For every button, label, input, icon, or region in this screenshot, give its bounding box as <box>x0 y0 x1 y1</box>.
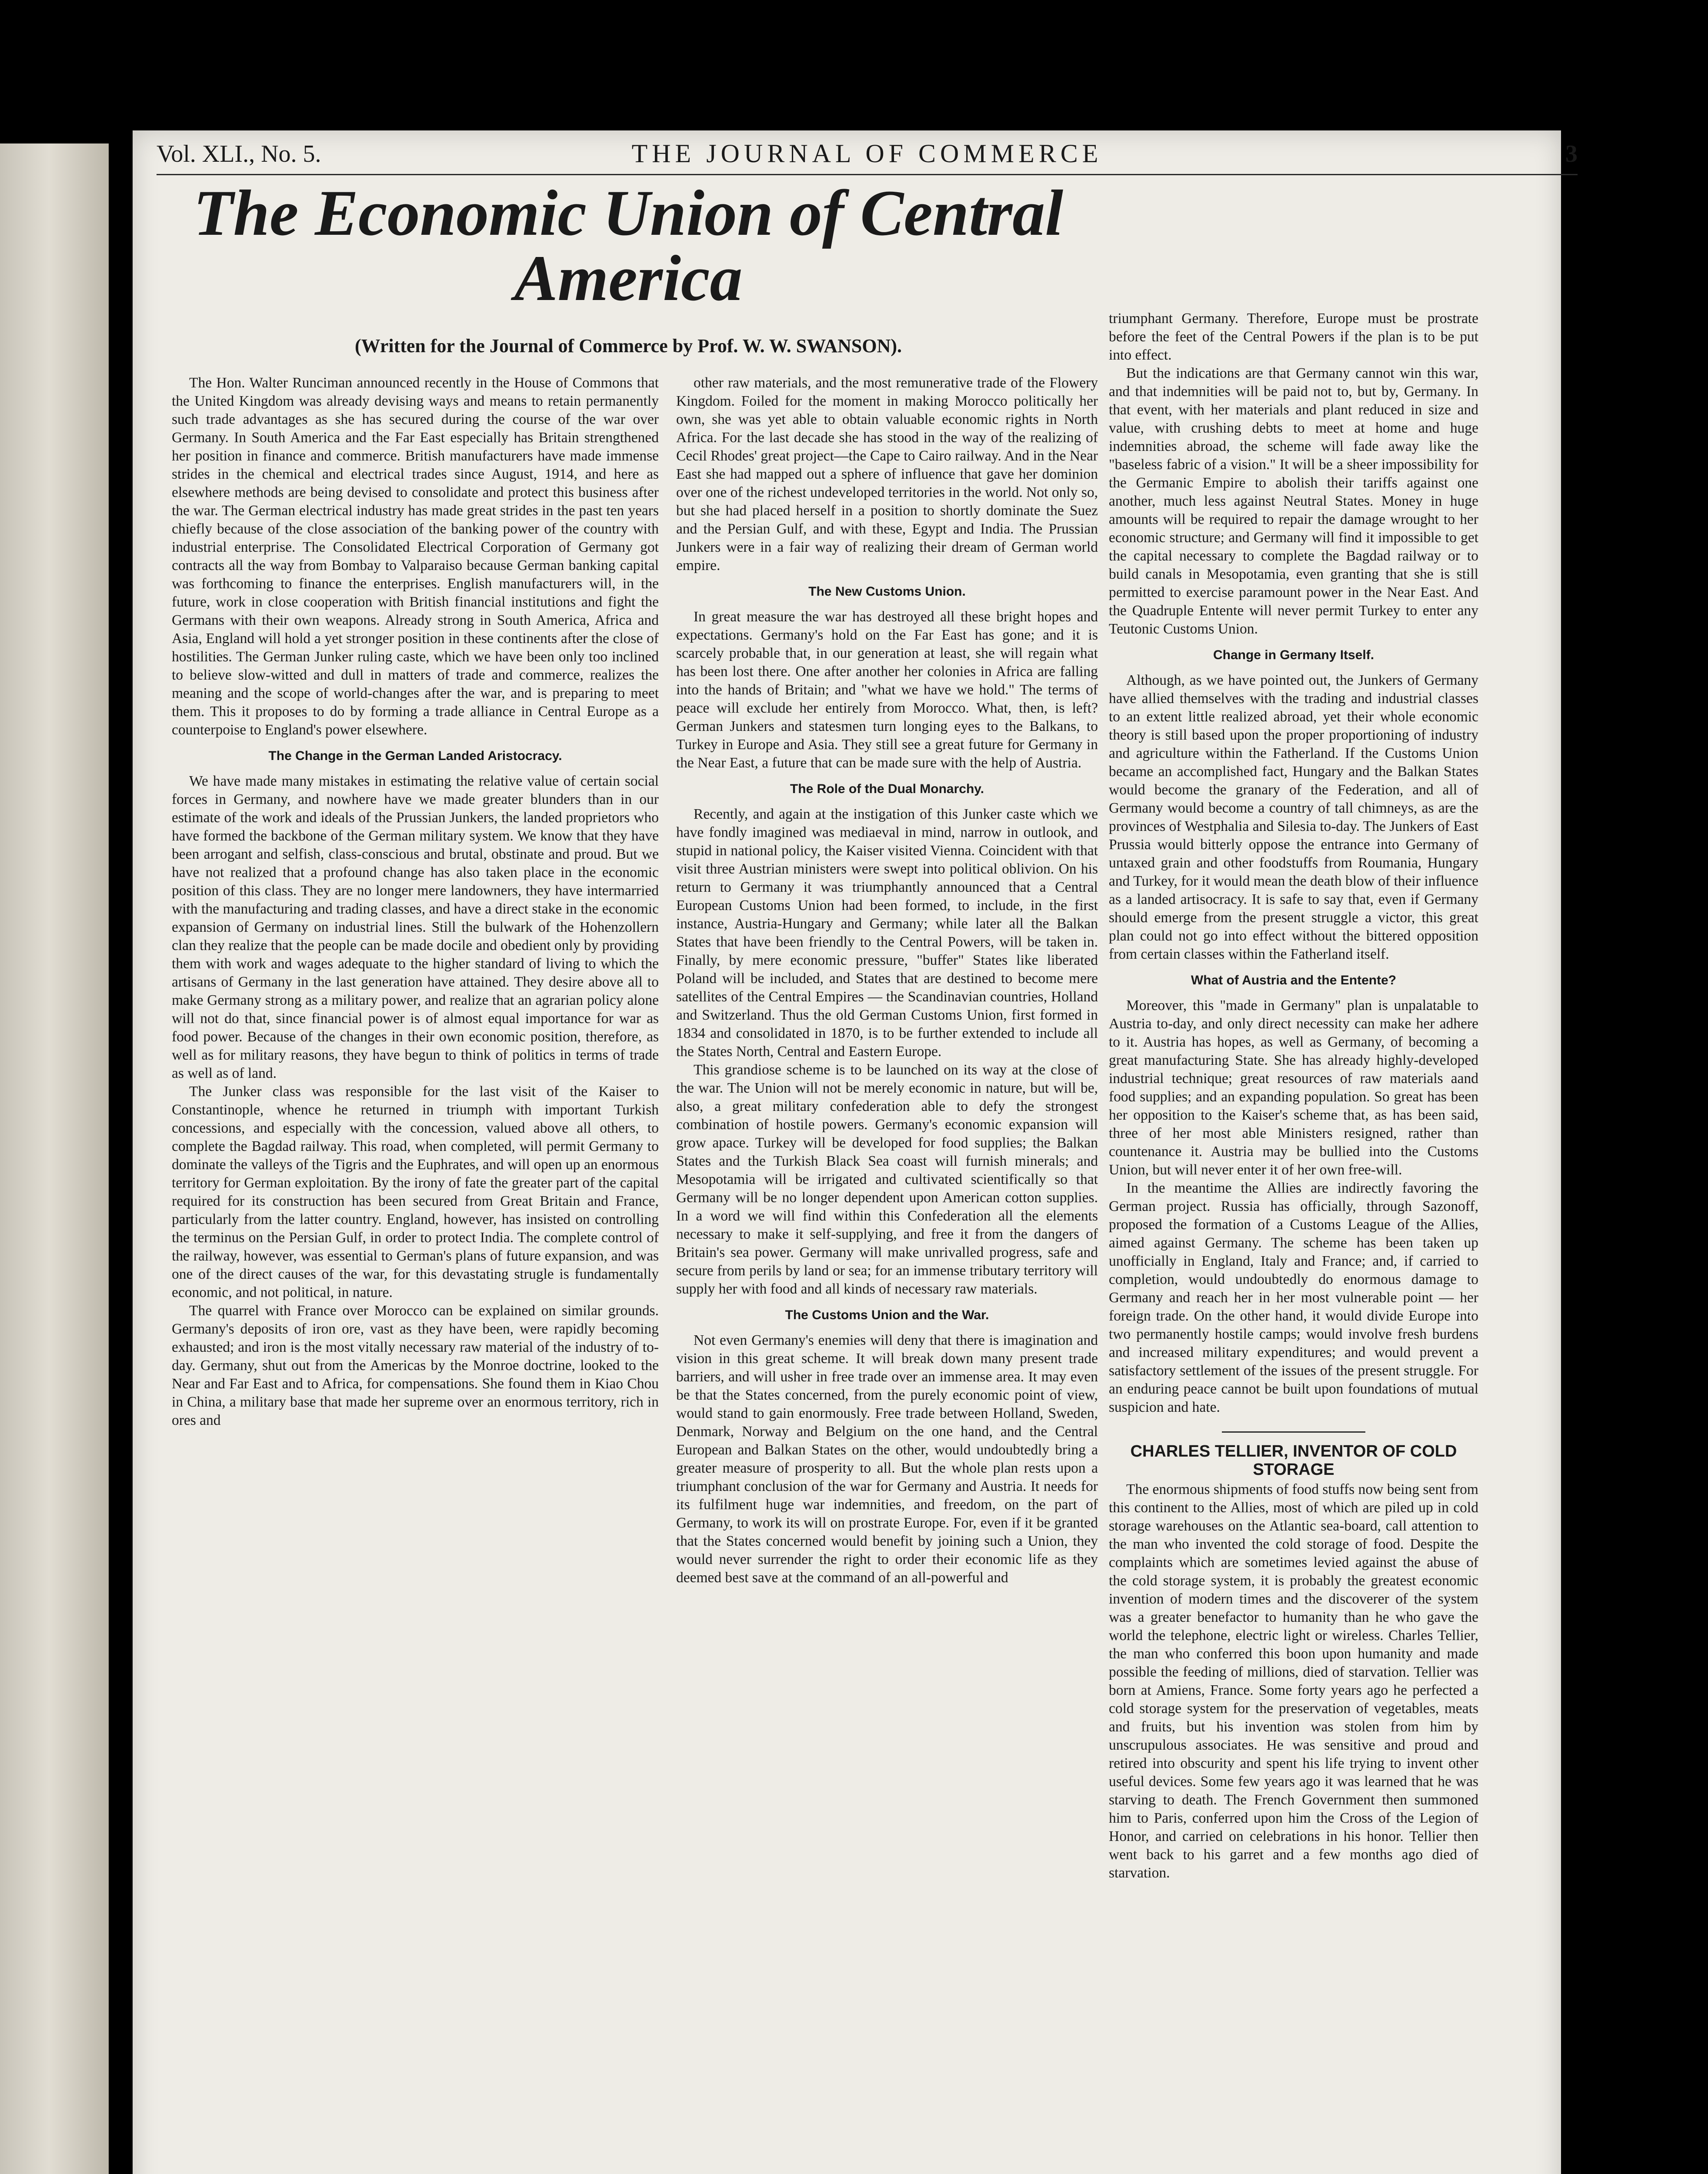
section-heading: The New Customs Union. <box>808 584 966 599</box>
paragraph: other raw materials, and the most remunerative trade of the Flowery Kingdom. Foiled for the moment in making Morocco politically her own, she was yet able to obtain valuable economic rights in North Africa. For the last decade she has stood in the way of the realizing of Cecil Rhodes' great project—the Cape to Cairo railway. And in the Near East she had mapped out a sphere of influence that gave her dominion over one of the richest undeveloped territories in the world. Not only so, but she had placed herself in a position to shortly dominate the Suez and the Persian Gulf, and with these, Egypt and India. The Prussian Junkers were in a fair way of realizing their dream of German world empire. <box>676 375 1098 574</box>
paragraph: Recently, and again at the instigation of this Junker caste which we have fondly imagined was mediaeval in mind, narrow in outlook, and stupid in national policy, the Kaiser visited Vienna. Coincident with that visit three Austrian ministers were swept into political oblivion. On his return to Germany it was triumphantly announced that a Central European Customs Union had been formed, to include, in the first instance, Austria-Hungary and Germany; while later all the Balkan States that have been friendly to the Central Powers, will be taken in. Finally, by mere economic pressure, "buffer" States like liberated Poland will be included, and States that are destined to become mere satellites of the Central Empires — the Scandinavian countries, Holland and Switzerland. Thus the old German Customs Union, first formed in 1834 and consolidated in 1870, is to be further extended to include all the States North, Central and Eastern Europe. <box>676 806 1098 1060</box>
article-column-1 <box>172 374 659 1430</box>
paragraph: The quarrel with France over Morocco can be explained on similar grounds. Germany's deposits of iron ore, vast as they have been, were rapidly becoming exhausted; and iron is the most vitally necessary raw material of the industry of to-day. Germany, shut out from the Americas by the Monroe doctrine, looked to the Near and Far East and to Africa, for compensations. She found them in Kiao Chou in China, a military base that made her supreme over an enormous territory, rich in ores and <box>172 1303 659 1428</box>
paragraph: Not even Germany's enemies will deny that there is imagination and vision in this great scheme. It will break down many present trade barriers, and will usher in free trade over an immense area. It may even be that the States concerned, from the purely economic point of view, would stand to gain enormously. Free trade between Holland, Sweden, Denmark, Norway and Belgium on the one hand, and the Central European and Balkan States on the other, would undoubtedly bring a greater measure of prosperity to all. But the whole plan rests upon a triumphant conclusion of the war for Germany and Austria. It needs for its fulfilment huge war indemnities, and freedom, on the part of Germany, to work its will on prostrate Europe. For, even if it be granted that the States concerned would benefit by joining such a Union, they would never surrender the right to order their economic life as they deemed best save at the command of an all-powerful and <box>676 1332 1098 1586</box>
tellier-body <box>1109 1480 1478 1882</box>
tellier-headline: CHARLES TELLIER, INVENTOR OF COLD STORAGE <box>1130 1442 1457 1479</box>
article-column-3-body <box>1109 310 1478 1417</box>
paragraph: The Junker class was responsible for the last visit of the Kaiser to Constantinople, whence he returned in triumph with important Turkish concessions, and especially with the concession, valued above all others, to complete the Bagdad railway. This road, when completed, will permit Germany to dominate the valleys of the Tigris and the Euphrates, and will open up an enormous territory for German exploitation. By the irony of fate the greater part of the capital required for its construction has been secured from Great Britain and France, particularly from the latter country. England, however, has insisted on controlling the terminus on the Persian Gulf, in order to protect India. The complete control of the railway, however, was essential to German's plans of future expansion, and was one of the direct causes of the war, for this devastating strugle is fundamentally economic, and not political, in nature. <box>172 1084 659 1300</box>
paragraph: In great measure the war has destroyed all these bright hopes and expectations. Germany's hold on the Far East has gone; and it is scarcely probable that, in our generation at least, she will regain what has been lost there. One after another her colonies in Africa are falling into the hands of Britain; and "what we have we hold." The terms of peace will exclude her entirely from Morocco. What, then, is left? German Junkers and statesmen turn longing eyes to the Balkans, to Turkey in Europe and Asia. They still see a great future for Germany in the Near East, a future that can be made sure with the help of Austria. <box>676 609 1098 771</box>
section-heading: Change in Germany Itself. <box>1213 648 1374 662</box>
paragraph: The Hon. Walter Runciman announced recently in the House of Commons that the United Kingdom was already devising ways and means to retain permanently such trade advantages as she has secured during the course of the war over Germany. In South America and the Far East especially has Britain strengthened her position in finance and commerce. British manufacturers have made immense strides in the chemical and electrical trades since August, 1914, and here as elsewhere methods are being devised to consolidate and protect this business after the war. The German electrical industry has made great strides in the past ten years chiefly because of the close association of the banking power of the country with industrial enterprise. The Consolidated Electrical Corporation of Germany got contracts all the way from Bombay to Valparaiso because German banking capital was forthcoming to finance the enterprises. English manufacturers will, in the future, work in close cooperation with British financial institutions and fight the Germans with their own weapons. Already strong in South America, Africa and Asia, England will hold a yet stronger position in these continents after the close of hostilities. The German Junker ruling caste, which we have been only too inclined to believe slow-witted and dull in matters of trade and commerce, realizes the meaning and the scope of world-changes after the war, and is preparing to meet them. This it proposes to do by forming a trade alliance in Central Europe as a counterpoise to England's power elsewhere. <box>172 375 659 738</box>
article-title: The Economic Union of Central America <box>193 177 1064 314</box>
previous-page-edge <box>0 143 109 2174</box>
section-heading: What of Austria and the Entente? <box>1191 973 1397 987</box>
article-column-3 <box>1109 310 1478 1882</box>
paragraph: This grandiose scheme is to be launched on its way at the close of the war. The Union will not be merely economic in nature, but will be, also, a great military confederation able to defy the strongest combination of hostile powers. Germany's economic expansion will grow apace. Turkey will be developed for food supplies; the Balkan States and the Turkish Black Sea coast will furnish minerals; and Mesopotamia will be irrigated and cultivated scientifically so that Germany will be no longer dependent upon American cotton supplies. In a word we will find within this Confederation all the elements necessary to make it self-supplying, and free it from the dangers of Britain's sea power. Germany will make unrivalled progress, safe and secure from perils by land or sea; for an immense tributary territory will supply her with food and all kinds of necessary raw materials. <box>676 1062 1098 1297</box>
paragraph: But the indications are that Germany cannot win this war, and that indemnities will be paid not to, but by, Germany. In that event, with her materials and plant reduced in size and value, with crushing debts to meet at home and huge indemnities abroad, the scheme will fade away like the "baseless fabric of a vision." It will be a sheer impossibility for the Germanic Empire to abolish their tariffs against one another, much less against Neutral States. Money in huge amounts will be required to repair the damage wrought to her economic structure; and Germany will find it impossible to get the capital necessary to complete the Bagdad railway or to build canals in Mesopotamia, even granting that she is still permitted to exercise paramount power in the Near East. And the Quadruple Entente will never permit Turkey to enter any Teutonic Customs Union. <box>1109 365 1478 637</box>
article-column-2 <box>676 374 1098 1587</box>
article-byline: (Written for the Journal of Commerce by Prof. W. W. SWANSON). <box>354 335 902 357</box>
page-header <box>157 126 1578 175</box>
section-heading: The Role of the Dual Monarchy. <box>790 782 984 796</box>
paragraph: Moreover, this "made in Germany" plan is unpalatable to Austria to-day, and only direct necessity can make her adhere to it. Austria has hopes, as well as Germany, of becoming a great manufacturing State. She has already highly-developed industrial technique; great resources of raw materials aand food supplies; and an expanding population. So great has been her opposition to the Kaiser's scheme that, as has been said, three of her most able Ministers resigned, rather than countenance it. Austria may be bullied into the Customs Union, but will never enter it of her own free-will. <box>1109 997 1478 1178</box>
section-heading: The Change in the German Landed Aristocracy. <box>268 749 562 763</box>
page-number: 3 <box>1565 140 1578 167</box>
paragraph: The enormous shipments of food stuffs now being sent from this continent to the Allies, most of which are piled up in cold storage warehouses on the Atlantic sea-board, call attention to the man who invented the cold storage of food. Despite the complaints which are sometimes levied against the abuse of the cold storage system, it is probably the greatest economic invention of modern times and the discoverer of the system was a greater benefactor to humanity than he who gave the world the telephone, electric light or wireless. Charles Tellier, the man who conferred this boon upon humanity and made possible the feeding of millions, died of starvation. Tellier was born at Amiens, France. Some forty years ago he perfected a cold storage system for the preservation of vegetables, meats and fruits, but his invention was stolen from him by unscrupulous associates. He was sensitive and proud and retired into obscurity and spent his life trying to invent other useful devices. Some few years ago it was learned that he was starving to death. The French Government then summoned him to Paris, conferred upon him the Cross of the Legion of Honor, and carried on celebrations in his honor. Tellier then went back to his garret and a few months ago died of starvation. <box>1109 1481 1478 1881</box>
paragraph: triumphant Germany. Therefore, Europe must be prostrate before the feet of the Central Powers if the plan is to be put into effect. <box>1109 310 1478 363</box>
volume-number: Vol. XLI., No. 5. <box>157 140 321 167</box>
paragraph: Although, as we have pointed out, the Junkers of Germany have allied themselves with the trading and industrial classes to an extent little realized abroad, yet their whole economic theory is still based upon the proper proportioning of industry and agriculture within the Fatherland. If the Customs Union became an accomplished fact, Hungary and the Balkan States would become the granary of the Federation, and all of Germany would become a country of tall chimneys, as are the provinces of Westphalia and Silesia to-day. The Junkers of East Prussia would bitterly oppose the entrance into Germany of untaxed grain and other foodstuffs from Roumania, Hungary and Turkey, for it would mean the death blow of their influence as a landed artisocracy. It is safe to say that, even if Germany should emerge from the present struggle a victor, this great plan could not go into effect without the bittered opposition from certain classes within the Fatherland itself. <box>1109 672 1479 962</box>
paragraph: In the meantime the Allies are indirectly favoring the German project. Russia has officially, through Sazonoff, proposed the formation of a Customs League of the Allies, aimed against Germany. The scheme has been taken up unofficially in England, Italy and France; and, if carried to completion, would undoubtedly do enormous damage to Germany and reach her in her most vulnerable point — her foreign trade. On the other hand, it would divide Europe into two permanently hostile camps; would involve fresh burdens and increased military expenditures; and would prevent a satisfactory settlement of the issues of the present struggle. For an enduring peace cannot be built upon foundations of mutual suspicion and hate. <box>1109 1180 1478 1415</box>
section-heading: The Customs Union and the War. <box>785 1308 989 1322</box>
section-divider <box>1222 1431 1365 1433</box>
journal-name: THE JOURNAL OF COMMERCE <box>631 139 1103 168</box>
paragraph: We have made many mistakes in estimating the relative value of certain social forces in Germany, and nowhere have we made greater blunders than in our estimate of the work and ideals of the Prussian Junkers, the landed proprietors who have formed the backbone of the German military system. We know that they have been arrogant and selfish, class-conscious and brutal, obstinate and proud. But we have not realized that a profound change has also taken place in the economic position of this class. They are no longer mere landowners, they have intermarried with the manufacturing and trading classes, and have a direct stake in the economic expansion of Germany on industrial lines. Still the bulwark of the Hohenzollern clan they realize that the people can be made docile and obedient only by providing them with work and wages adequate to the higher standard of living to which the artisans of Germany in the last generation have attained. They desire above all to make Germany strong as a military power, and realize that an agrarian policy alone will not do that, since financial power is of almost equal importance for war as food power. Because of the changes in their own economic position, therefore, as well as for military reasons, they have begun to think of politics in terms of trade as well as of land. <box>172 773 659 1081</box>
